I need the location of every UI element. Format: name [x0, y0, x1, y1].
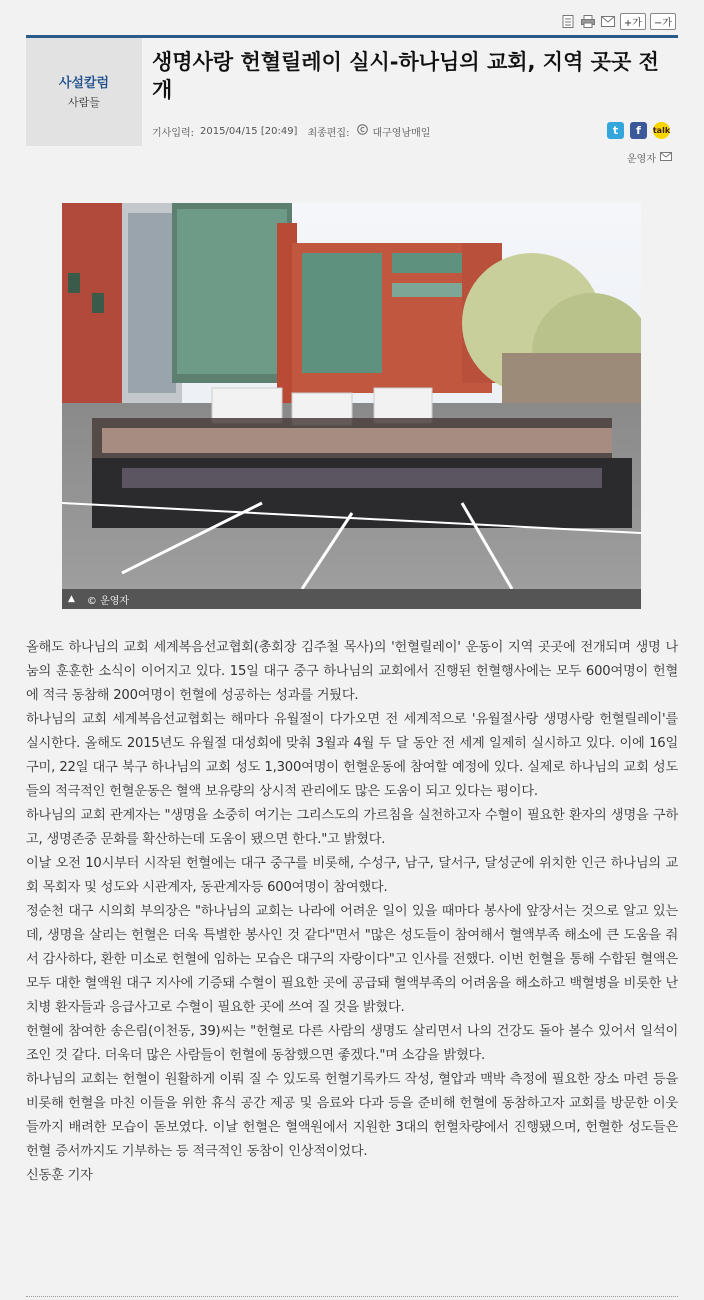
group-photo[interactable]: [62, 203, 641, 589]
paragraph: 이날 오전 10시부터 시작된 헌혈에는 대구 중구를 비롯해, 수성구, 남구, 달서구, 달성군에 위치한 인근 하나님의 교회 목회자 및 성도와 시관계자, 동관계자등 600여명이 참여했다.: [26, 856, 678, 895]
social-share: [607, 122, 670, 139]
photo-caption-text: © 운영자: [86, 595, 130, 607]
input-date: 2015/04/15 [20:49]: [200, 125, 298, 137]
paragraph: 정순천 대구 시의회 부의장은 "하나님의 교회는 나라에 어려운 일이 있을 때마다 봉사에 앞장서는 것으로 알고 있는데, 생명을 살리는 헌혈은 더욱 특별한 봉사인 것 같다"면서 "많은 성도들이 참여해서 혈액부족 해소에 큰 도움을 줘서 감사하다, 환한 미소로 헌혈에 임하는 모습은 대구의 자랑이다"고 인사를 전했다. 이번 헌혈을 통해 수합된 혈액은 모두 대한 혈액원 대구 지사에 기증돼 수혈이 필요한 곳에 공급돼 혈액부족의 어려움을 해소하고 백혈병을 비롯한 난치병 환자들과 응급사고로 수혈이 필요한 곳에 쓰여 질 것을 밝혔다.: [26, 904, 678, 1015]
document-icon[interactable]: [560, 13, 576, 29]
photo-caption: [62, 589, 641, 609]
mail-icon[interactable]: [600, 13, 616, 29]
paragraph: 하나님의 교회 세계복음선교협회는 해마다 유월절이 다가오면 전 세계적으로 '유월절사랑 생명사랑 헌혈릴레이'를 실시한다. 올해도 2015년도 유월절 대성회에 맞춰 3월과 4월 두 달 동안 전 세계 일제히 실시하고 있다. 이에 16일 구미, 22일 대구 북구 하나님의 교회 성도 1,300여명이 헌혈운동에 참여할 예정에 있다. 실제로 하나님의 교회 성도들의 적극적인 헌혈운동은 혈액 보유량의 상시적 관리에도 많은 도움이 되고 있다는 평이다.: [26, 712, 678, 799]
copyright-icon: [357, 124, 368, 138]
section-subtitle[interactable]: 사람들: [68, 96, 100, 109]
article-header: [26, 35, 678, 148]
divider: [26, 1296, 678, 1297]
article-toolbar: [560, 12, 676, 30]
mail-icon[interactable]: [660, 152, 672, 164]
author-name[interactable]: 운영자: [627, 154, 656, 165]
paragraph: 하나님의 교회는 헌혈이 원활하게 이뤄 질 수 있도록 헌혈기록카드 작성, 혈압과 맥박 측정에 필요한 장소 마련 등을 비롯해 헌혈을 마친 이들을 위한 휴식 공간 제공 및 음료와 다과 등을 준비해 헌혈에 동참하고자 교회를 방문한 이웃들까지 배려한 모습이 돋보였다. 이날 헌혈은 혈액원에서 지원한 3대의 헌혈차량에서 진행됐으며, 헌혈한 성도들은 헌혈 증서까지도 기부하는 등 적극적인 동참이 인상적이었다.: [26, 1072, 678, 1159]
edit-label: 최종편집:: [307, 127, 350, 139]
byline: 신동훈 기자: [26, 1168, 93, 1183]
section-title[interactable]: 사설칼럼: [58, 76, 110, 91]
twitter-icon[interactable]: t: [607, 122, 624, 139]
print-icon[interactable]: [580, 13, 596, 29]
paragraph: 헌혈에 참여한 송은림(이천동, 39)씨는 "헌혈로 다른 사람의 생명도 살리면서 나의 건강도 돌아 볼수 있어서 일석이조인 것 같다. 더욱더 많은 사람들이 헌혈에 동참했으면 좋겠다."며 소감을 밝혔다.: [26, 1024, 678, 1063]
article-meta: [152, 121, 678, 141]
font-decrease-button[interactable]: −가: [650, 13, 676, 30]
author-line: [627, 150, 672, 165]
facebook-icon[interactable]: f: [630, 122, 647, 139]
edit-source: 대구영남매일: [372, 127, 431, 139]
paragraph: 올해도 하나님의 교회 세계복음선교협회(총회장 김주철 목사)의 '헌혈릴레이' 운동이 지역 곳곳에 전개되며 생명 나눔의 훈훈한 소식이 이어지고 있다. 15일 대구 중구 하나님의 교회에서 진행된 헌혈행사에는 모두 600여명이 헌혈에 적극 동참해 200여명이 헌혈에 성공하는 성과를 거뒀다.: [26, 640, 678, 703]
section-box: [26, 38, 142, 146]
article-headline: 생명사랑 헌혈릴레이 실시-하나님의 교회, 지역 곳곳 전개: [152, 50, 659, 102]
article-photo: [62, 203, 641, 609]
font-increase-button[interactable]: +가: [620, 13, 646, 30]
input-date-label: 기사입력:: [152, 127, 195, 139]
article-page: [26, 0, 678, 1300]
article-body: [26, 636, 678, 1188]
triangle-up-icon[interactable]: ▲: [68, 594, 75, 604]
kakao-icon[interactable]: talk: [653, 122, 670, 139]
paragraph: 하나님의 교회 관계자는 "생명을 소중히 여기는 그리스도의 가르침을 실천하고자 수혈이 필요한 환자의 생명을 구하고, 생명존중 문화를 확산하는데 도움이 됐으면 한다."고 밝혔다.: [26, 808, 678, 847]
